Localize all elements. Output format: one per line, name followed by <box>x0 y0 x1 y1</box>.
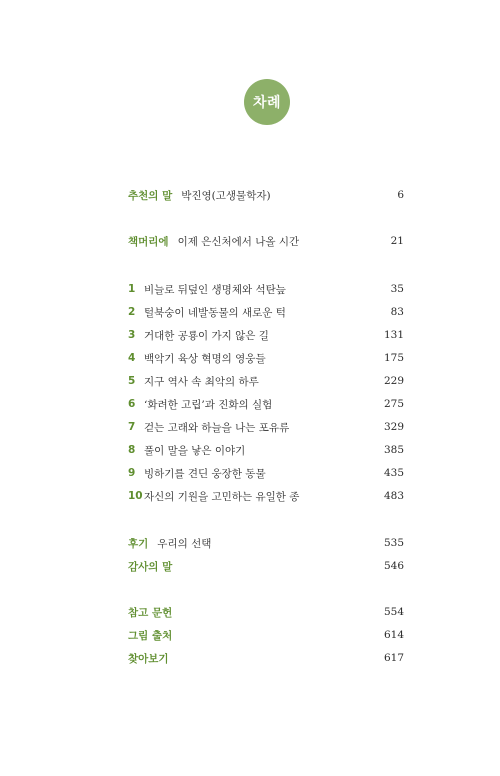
toc-chapter-8[interactable] <box>128 442 404 458</box>
toc-chapter-4[interactable] <box>128 350 404 366</box>
toc-title-badge <box>244 79 290 125</box>
toc-chapter-9[interactable] <box>128 465 404 481</box>
toc-entry-page: 617 <box>383 652 404 664</box>
toc-entry-page: 6 <box>397 189 404 201</box>
page-title: 차례 <box>252 95 282 111</box>
toc-entry-label: 찾아보기 <box>128 652 169 665</box>
toc-entry-page: 21 <box>390 235 404 247</box>
chapter-title: ‘화려한 고립’과 진화의 실험 <box>144 398 273 411</box>
chapter-page: 329 <box>383 421 404 433</box>
chapter-title: 거대한 공룡이 가지 않은 길 <box>144 329 269 342</box>
chapter-number: 4 <box>128 352 136 364</box>
chapter-number: 5 <box>128 375 136 387</box>
chapter-title: 백악기 육상 혁명의 영웅들 <box>144 352 266 365</box>
chapter-number: 3 <box>128 329 136 341</box>
toc-entry-label: 책머리에 <box>128 235 169 248</box>
toc-entry-page: 535 <box>383 537 404 549</box>
toc-chapter-1[interactable] <box>128 281 404 297</box>
toc-entry-label: 후기 <box>128 537 149 550</box>
toc-entry-afterword[interactable] <box>128 535 404 551</box>
toc-entry-label: 감사의 말 <box>128 560 173 573</box>
toc-chapter-2[interactable] <box>128 304 404 320</box>
chapter-title: 자신의 기원을 고민하는 유일한 종 <box>144 490 300 503</box>
chapter-title: 걷는 고래와 하늘을 나는 포유류 <box>144 421 290 434</box>
chapter-title: 털북숭이 네발동물의 새로운 턱 <box>144 306 286 319</box>
toc-entry-recommendation[interactable] <box>128 187 404 203</box>
chapter-page: 35 <box>390 283 404 295</box>
chapter-page: 275 <box>383 398 404 410</box>
chapter-number: 7 <box>128 421 136 433</box>
chapter-title: 풀이 말을 낳은 이야기 <box>144 444 246 457</box>
toc-chapter-6[interactable] <box>128 396 404 412</box>
toc-chapter-10[interactable] <box>128 488 404 504</box>
toc-entry-image-credits[interactable] <box>128 627 404 643</box>
toc-entry-subtitle: 박진영(고생물학자) <box>181 189 271 202</box>
toc-entry-index[interactable] <box>128 650 404 666</box>
chapter-number: 10 <box>128 490 143 502</box>
toc-entry-subtitle: 우리의 선택 <box>157 537 212 550</box>
chapter-title: 빙하기를 견딘 웅장한 동물 <box>144 467 266 480</box>
toc-entry-preface[interactable] <box>128 233 404 249</box>
toc-entry-subtitle: 이제 은신처에서 나올 시간 <box>177 235 300 248</box>
chapter-page: 435 <box>383 467 404 479</box>
toc-chapter-5[interactable] <box>128 373 404 389</box>
toc-entry-label: 추천의 말 <box>128 189 173 202</box>
toc-entry-label: 참고 문헌 <box>128 606 173 619</box>
chapter-number: 1 <box>128 283 136 295</box>
toc-entry-references[interactable] <box>128 604 404 620</box>
chapter-number: 9 <box>128 467 136 479</box>
chapter-page: 385 <box>383 444 404 456</box>
chapter-page: 83 <box>390 306 404 318</box>
chapter-page: 483 <box>383 490 404 502</box>
chapter-page: 131 <box>383 329 404 341</box>
chapter-page: 175 <box>383 352 404 364</box>
chapter-page: 229 <box>383 375 404 387</box>
chapter-number: 6 <box>128 398 136 410</box>
toc-entry-page: 554 <box>383 606 404 618</box>
chapter-title: 지구 역사 속 최악의 하루 <box>144 375 259 388</box>
chapter-number: 2 <box>128 306 136 318</box>
toc-entry-page: 546 <box>383 560 404 572</box>
toc-entry-acknowledgements[interactable] <box>128 558 404 574</box>
chapter-number: 8 <box>128 444 136 456</box>
toc-entry-label: 그림 출처 <box>128 629 173 642</box>
toc-chapter-7[interactable] <box>128 419 404 435</box>
chapter-title: 비늘로 뒤덮인 생명체와 석탄늪 <box>144 283 286 296</box>
toc-entry-page: 614 <box>383 629 404 641</box>
toc-chapter-3[interactable] <box>128 327 404 343</box>
